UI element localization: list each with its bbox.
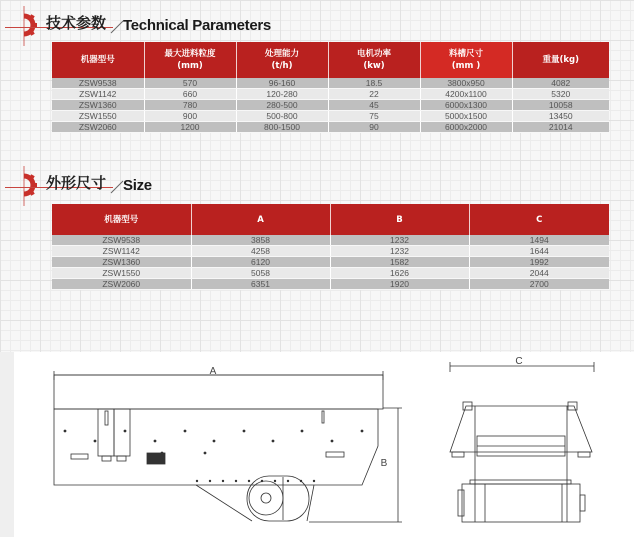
table-row — [52, 89, 609, 100]
cell-motor-power: 45 — [328, 100, 420, 111]
technical-parameters-heading — [0, 6, 300, 46]
header-model: 机器型号 — [52, 204, 191, 235]
cell-c: 1494 — [469, 235, 609, 246]
gear-icon — [6, 6, 46, 46]
cell-b: 1920 — [330, 279, 469, 290]
cell-trough-size: 6000x1300 — [420, 100, 512, 111]
cell-b: 1582 — [330, 257, 469, 268]
cell-model: ZSW1550 — [52, 111, 144, 122]
cell-capacity: 120-280 — [236, 89, 328, 100]
dimension-c-label: C — [515, 356, 523, 367]
cell-c: 2044 — [469, 268, 609, 279]
section-title-cn: 技术参数 — [46, 14, 107, 32]
section-title-en: Size — [123, 177, 152, 194]
slash-divider-icon — [110, 180, 124, 194]
cell-max-feed-size: 570 — [144, 78, 236, 89]
dimension-a-label: A — [209, 366, 217, 377]
cell-c: 1992 — [469, 257, 609, 268]
cell-weight: 10058 — [512, 100, 609, 111]
header-weight: 重量(kg) — [512, 42, 609, 78]
cell-model: ZSW1550 — [52, 268, 191, 279]
header-c: C — [469, 204, 609, 235]
header-capacity: 处理能力 (t/h) — [236, 42, 328, 78]
cell-model: ZSW2060 — [52, 122, 144, 133]
cell-b: 1232 — [330, 246, 469, 257]
header-max-feed-size: 最大进料粒度 (mm) — [144, 42, 236, 78]
header-motor-power: 电机功率 (kw) — [328, 42, 420, 78]
cell-capacity: 500-800 — [236, 111, 328, 122]
cell-model: ZSW2060 — [52, 279, 191, 290]
table-row — [52, 246, 609, 257]
cell-a: 6120 — [191, 257, 330, 268]
header-model: 机器型号 — [52, 42, 144, 78]
dimension-b-label: B — [380, 458, 388, 469]
size-heading — [0, 166, 300, 206]
section-title-en: Technical Parameters — [123, 17, 271, 34]
cell-trough-size: 5000x1500 — [420, 111, 512, 122]
cell-trough-size: 3800x950 — [420, 78, 512, 89]
cell-a: 6351 — [191, 279, 330, 290]
cell-c: 1644 — [469, 246, 609, 257]
table-row — [52, 279, 609, 290]
cell-weight: 13450 — [512, 111, 609, 122]
table-header-row — [52, 204, 609, 235]
cell-weight: 4082 — [512, 78, 609, 89]
cell-motor-power: 22 — [328, 89, 420, 100]
table-row — [52, 257, 609, 268]
table-row — [52, 78, 609, 89]
table-row — [52, 122, 609, 133]
cell-capacity: 800-1500 — [236, 122, 328, 133]
header-a: A — [191, 204, 330, 235]
size-table — [52, 204, 609, 290]
table-header-row — [52, 42, 609, 78]
header-b: B — [330, 204, 469, 235]
slash-divider-icon — [110, 20, 124, 34]
cell-model: ZSW9538 — [52, 235, 191, 246]
cell-weight: 5320 — [512, 89, 609, 100]
cell-motor-power: 90 — [328, 122, 420, 133]
cell-b: 1626 — [330, 268, 469, 279]
cell-max-feed-size: 780 — [144, 100, 236, 111]
cell-c: 2700 — [469, 279, 609, 290]
technical-parameters-table — [52, 42, 609, 133]
cell-model: ZSW1142 — [52, 246, 191, 257]
technical-drawing — [0, 352, 634, 537]
side-view-drawing — [54, 371, 402, 522]
cell-a: 5058 — [191, 268, 330, 279]
table-row — [52, 100, 609, 111]
cell-weight: 21014 — [512, 122, 609, 133]
cell-a: 4258 — [191, 246, 330, 257]
cell-capacity: 96-160 — [236, 78, 328, 89]
end-view-drawing — [450, 362, 594, 522]
table-row — [52, 111, 609, 122]
cell-max-feed-size: 1200 — [144, 122, 236, 133]
cell-model: ZSW1360 — [52, 100, 144, 111]
cell-motor-power: 75 — [328, 111, 420, 122]
cell-capacity: 280-500 — [236, 100, 328, 111]
cell-trough-size: 6000x2000 — [420, 122, 512, 133]
section-title-cn: 外形尺寸 — [46, 174, 107, 192]
gear-icon — [6, 166, 46, 206]
cell-max-feed-size: 900 — [144, 111, 236, 122]
cell-max-feed-size: 660 — [144, 89, 236, 100]
cell-a: 3858 — [191, 235, 330, 246]
cell-b: 1232 — [330, 235, 469, 246]
cell-model: ZSW1142 — [52, 89, 144, 100]
cell-model: ZSW1360 — [52, 257, 191, 268]
table-row — [52, 235, 609, 246]
cell-trough-size: 4200x1100 — [420, 89, 512, 100]
header-trough-size: 料槽尺寸 (mm ) — [420, 42, 512, 78]
cell-model: ZSW9538 — [52, 78, 144, 89]
table-row — [52, 268, 609, 279]
cell-motor-power: 18.5 — [328, 78, 420, 89]
